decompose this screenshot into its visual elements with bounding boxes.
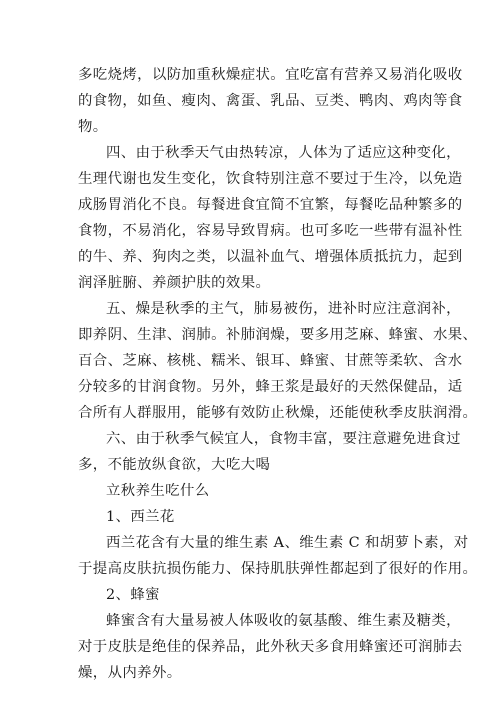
text-line: 多吃烧烤，以防加重秋燥症状。宜吃富有营养又易消化吸收 [78,67,463,83]
text-line: 于提高皮肤抗损伤能力、保持肌肤弹性都起到了很好的作用。 [78,561,478,577]
section-heading: 立秋养生吃什么 [106,483,210,499]
text-line: 分较多的甘润食物。另外，蜂王浆是最好的天然保健品，适 [78,379,463,395]
broccoli-paragraph-start: 西兰花含有大量的维生素 A、维生素 C 和胡萝卜素，对 [106,535,469,551]
text-line: 的食物，如鱼、瘦肉、禽蛋、乳品、豆类、鸭肉、鸡肉等食 [78,93,463,109]
text-line: 润泽脏腑、养颜护肤的效果。 [78,275,271,291]
text-line: 物。 [78,119,108,135]
honey-paragraph-start: 蜂蜜含有大量易被人体吸收的氨基酸、维生素及糖类， [106,613,461,629]
text-line: 燥，从内养外。 [78,665,182,681]
text-line: 对于皮肤是绝佳的保养品，此外秋天多食用蜂蜜还可润肺去 [78,639,463,655]
text-line: 生理代谢也发生变化，饮食特别注意不要过于生冷，以免造 [78,171,463,187]
item-heading-broccoli: 1、西兰花 [106,509,175,525]
paragraph-six-start: 六、由于秋季气候宜人，食物丰富，要注意避免进食过 [106,431,461,447]
paragraph-four-start: 四、由于秋季天气由热转凉，人体为了适应这种变化， [106,145,461,161]
text-line: 的牛、养、狗肉之类，以温补血气、增强体质抵抗力，起到 [78,249,463,265]
text-line: 成肠胃消化不良。每餐进食宜简不宜繁，每餐吃品种繁多的 [78,197,463,213]
item-heading-honey: 2、蜂蜜 [106,587,160,603]
text-line: 合所有人群服用，能够有效防止秋燥，还能使秋季皮肤润滑。 [78,405,478,421]
text-line: 即养阴、生津、润肺。补肺润燥，要多用芝麻、蜂蜜、水果、 [78,327,478,343]
text-line: 多，不能放纵食欲，大吃大喝 [78,457,271,473]
text-line: 食物，不易消化，容易导致胃病。也可多吃一些带有温补性 [78,223,463,239]
paragraph-five-start: 五、燥是秋季的主气，肺易被伤，进补时应注意润补， [106,301,461,317]
text-line: 百合、芝麻、核桃、糯米、银耳、蜂蜜、甘蔗等柔软、含水 [78,353,463,369]
